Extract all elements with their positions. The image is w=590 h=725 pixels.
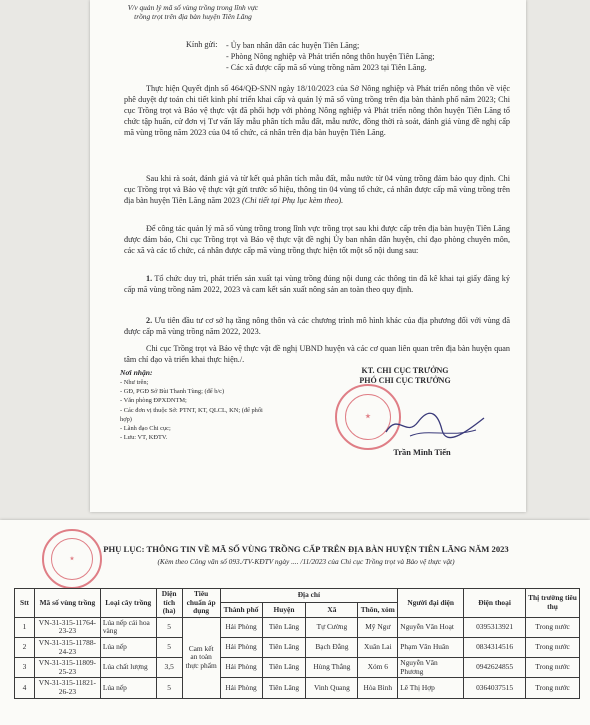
- seal-inner-ring: ★: [345, 394, 392, 441]
- col-rep: Người đại diện: [398, 589, 464, 618]
- cell-rep: Lê Thị Hợp: [398, 678, 464, 698]
- letter-subject: [118, 4, 268, 21]
- signer-name: Trần Minh Tiến: [393, 448, 451, 457]
- recipient-list: [226, 40, 435, 73]
- cell-city: Hải Phòng: [220, 678, 262, 698]
- recipients-label: Nơi nhận:: [120, 368, 153, 377]
- item-1-number: 1.: [146, 274, 153, 283]
- col-code: Mã số vùng trồng: [34, 589, 100, 618]
- cell-hamlet: Mỹ Ngư: [358, 617, 398, 637]
- cell-phone: 0364037515: [464, 678, 526, 698]
- col-market: Thị trường tiêu thụ: [526, 589, 580, 618]
- cell-city: Hải Phòng: [220, 637, 262, 657]
- recipients-list-item: - Lưu: VT, KĐTV.: [120, 434, 168, 442]
- recipients-list-item: - Lãnh đạo Chi cục;: [120, 425, 171, 433]
- item-1-text: Tổ chức duy trì, phát triển sản xuất tại vùng trồng đúng nội dung các thông tin đã kê khai tại giấy đăng ký cấp mã vùng trồng năm 2022, 2023 và cam kết sản xuất nông sản an toàn theo quy định.: [124, 274, 510, 294]
- col-district: Huyện: [262, 603, 306, 617]
- cell-standard: Cam kết an toàn thực phẩm: [182, 617, 220, 698]
- cell-commune: Tự Cường: [306, 617, 358, 637]
- recipients-list-item: - Các đơn vị thuộc Sở: PTNT, KT, QLCL, KN; (để phối hợp): [120, 406, 263, 423]
- cell-rep: Nguyễn Văn Phương: [398, 658, 464, 678]
- col-city: Thành phố: [220, 603, 262, 617]
- cell-market: Trong nước: [526, 617, 580, 637]
- cell-crop: Lúa chất lượng: [100, 658, 156, 678]
- cell-district: Tiên Lãng: [262, 658, 306, 678]
- cell-commune: Bạch Đằng: [306, 637, 358, 657]
- paragraph-2: [124, 174, 510, 207]
- recipients-block: [120, 368, 270, 442]
- recipients-list: [120, 378, 270, 442]
- cell-crop: Lúa nếp cái hoa vàng: [100, 617, 156, 637]
- cell-area: 3,5: [156, 658, 182, 678]
- col-standard: Tiêu chuẩn áp dụng: [182, 589, 220, 618]
- recipient-item: - Ủy ban nhân dân các huyện Tiên Lãng;: [226, 41, 360, 50]
- item-2-text: Ưu tiên đầu tư cơ sở hạ tầng nông thôn và các chương trình mô hình khác của địa phương đối với vùng đã được cấp mã vùng trồng năm 2022, 2023.: [124, 316, 510, 336]
- cell-area: 5: [156, 637, 182, 657]
- closing-paragraph: Chi cục Trồng trọt và Bảo vệ thực vật đề nghị UBND huyện và các cơ quan liên quan trên địa bàn huyện quan tâm chỉ đạo và triển khai thực hiện./.: [124, 344, 510, 364]
- greeting: Kính gửi:: [186, 40, 218, 49]
- paragraph-1: Thực hiện Quyết định số 464/QĐ-SNN ngày 18/10/2023 của Sở Nông nghiệp và Phát triển nông thôn về việc phê duyệt dự toán chi tiết kinh phí triển khai cấp và quản lý mã số vùng trồng trên địa bàn thành phố năm 2023; Chi cục Trồng trọt và Bảo vệ thực vật đã phối hợp với phòng Nông nghiệp và Phát triển nông thôn huyện Tiên Lãng tổ chức tập huấn, cử đơn vị Tư vấn lấy mẫu phân tích mẫu đất, mẫu nước, đồng thời rà soát, đánh giá vùng đề nghị cấp mã vùng trồng năm 2023 của 04 tổ chức, cá nhân trên địa bàn huyện Tiên Lãng.: [124, 84, 510, 137]
- col-address: Địa chỉ: [220, 589, 398, 603]
- cell-hamlet: Xóm 6: [358, 658, 398, 678]
- recipient-item: - Phòng Nông nghiệp và Phát triển nông thôn huyện Tiên Lãng;: [226, 52, 435, 61]
- table-header-row: [15, 589, 580, 603]
- cell-code: VN-31-315-11764-23-23: [34, 617, 100, 637]
- cell-rep: Nguyễn Văn Hoạt: [398, 617, 464, 637]
- cell-area: 5: [156, 678, 182, 698]
- item-1: [124, 274, 510, 296]
- signer-role-1: KT. CHI CỤC TRƯỞNG: [361, 366, 449, 375]
- cell-city: Hải Phòng: [220, 617, 262, 637]
- table-row: [15, 678, 580, 698]
- cell-stt: 1: [15, 617, 35, 637]
- recipients-list-item: - Như trên;: [120, 379, 149, 386]
- cell-city: Hải Phòng: [220, 658, 262, 678]
- cell-commune: Vinh Quang: [306, 678, 358, 698]
- col-crop: Loại cây trồng: [100, 589, 156, 618]
- appendix-reference[interactable]: (Chi tiết tại Phụ lục kèm theo).: [242, 195, 344, 205]
- appendix-page: [0, 520, 590, 725]
- recipients-list-item: - GĐ, PGĐ Sở Bùi Thanh Tùng; (để b/c): [120, 388, 225, 396]
- cell-district: Tiên Lãng: [262, 678, 306, 698]
- cell-code: VN-31-315-11809-25-23: [34, 658, 100, 678]
- cell-market: Trong nước: [526, 658, 580, 678]
- cell-stt: 3: [15, 658, 35, 678]
- item-2: [124, 316, 510, 338]
- recipients-list-item: - Văn phòng ĐPXDNTM;: [120, 397, 187, 405]
- signature-icon: [380, 408, 490, 442]
- cell-stt: 2: [15, 637, 35, 657]
- recipient-item: - Các xã được cấp mã số vùng trồng năm 2023 tại Tiên Lãng.: [226, 63, 427, 72]
- table-row: [15, 637, 580, 657]
- signer-block: [320, 366, 490, 386]
- appendix-seal: [42, 529, 102, 589]
- cell-market: Trong nước: [526, 678, 580, 698]
- appendix-title: PHỤ LỤC: THÔNG TIN VỀ MÃ SỐ VÙNG TRỒNG CẤP TRÊN ĐỊA BÀN HUYỆN TIÊN LÃNG NĂM 2023: [103, 544, 509, 554]
- cell-code: VN-31-315-11821-26-23: [34, 678, 100, 698]
- appendix-seal-inner-ring: ★: [51, 538, 93, 580]
- col-hamlet: Thôn, xóm: [358, 603, 398, 617]
- cell-phone: 0395313921: [464, 617, 526, 637]
- letter-page: [90, 0, 526, 512]
- col-area: Diện tích (ha): [156, 589, 182, 618]
- subject-line-2: trồng trọt trên địa bàn huyện Tiên Lãng: [134, 11, 252, 21]
- appendix-subtitle: (Kèm theo Công văn số 093./TV-KĐTV ngày .... /11/2023 của Chi cục Trồng trọt và Bảo vệ thực vật): [157, 557, 455, 566]
- cell-area: 5: [156, 617, 182, 637]
- cell-stt: 4: [15, 678, 35, 698]
- subject-line-1: V/v quản lý mã số vùng trồng trong lĩnh vực: [127, 3, 259, 12]
- cell-crop: Lúa nếp: [100, 678, 156, 698]
- cell-commune: Hùng Thắng: [306, 658, 358, 678]
- signer-role-2: PHÓ CHI CỤC TRƯỞNG: [359, 376, 451, 385]
- cell-hamlet: Hòa Bình: [358, 678, 398, 698]
- col-commune: Xã: [306, 603, 358, 617]
- cell-district: Tiên Lãng: [262, 637, 306, 657]
- table-row: [15, 658, 580, 678]
- col-phone: Điện thoại: [464, 589, 526, 618]
- cell-rep: Phạm Văn Huân: [398, 637, 464, 657]
- paragraph-2-text: Sau khi rà soát, đánh giá và từ kết quả phân tích mẫu đất, mẫu nước từ 04 vùng trồng đảm bảo quy định. Chi cục Trồng trọt và Bảo vệ thực vật gửi trước số hiệu, thông tin 04 vùng tổ chức, cá nhân được cấp mã vùng trồng trên địa bàn huyện Tiên Lãng năm 2023: [124, 174, 510, 205]
- appendix-table: [14, 588, 580, 699]
- item-2-number: 2.: [146, 316, 153, 325]
- cell-phone: 0834314516: [464, 637, 526, 657]
- cell-market: Trong nước: [526, 637, 580, 657]
- cell-phone: 0942624855: [464, 658, 526, 678]
- cell-crop: Lúa nếp: [100, 637, 156, 657]
- paragraph-3: Để công tác quản lý mã số vùng trồng trong lĩnh vực trồng trọt sau khi được cấp trên địa bàn huyện Tiên Lãng được đảm bảo, Chi cục Trồng trọt và Bảo vệ thực vật đề nghị Ủy ban nhân dân huyện, chỉ đạo phòng chuyên môn, các xã và các tổ chức, cá nhân được cấp mã vùng trồng thực hiện tốt một số nội dung sau:: [124, 224, 510, 255]
- cell-hamlet: Xuân Lai: [358, 637, 398, 657]
- cell-code: VN-31-315-11788-24-23: [34, 637, 100, 657]
- col-stt: Stt: [15, 589, 35, 618]
- table-row: [15, 617, 580, 637]
- cell-district: Tiên Lãng: [262, 617, 306, 637]
